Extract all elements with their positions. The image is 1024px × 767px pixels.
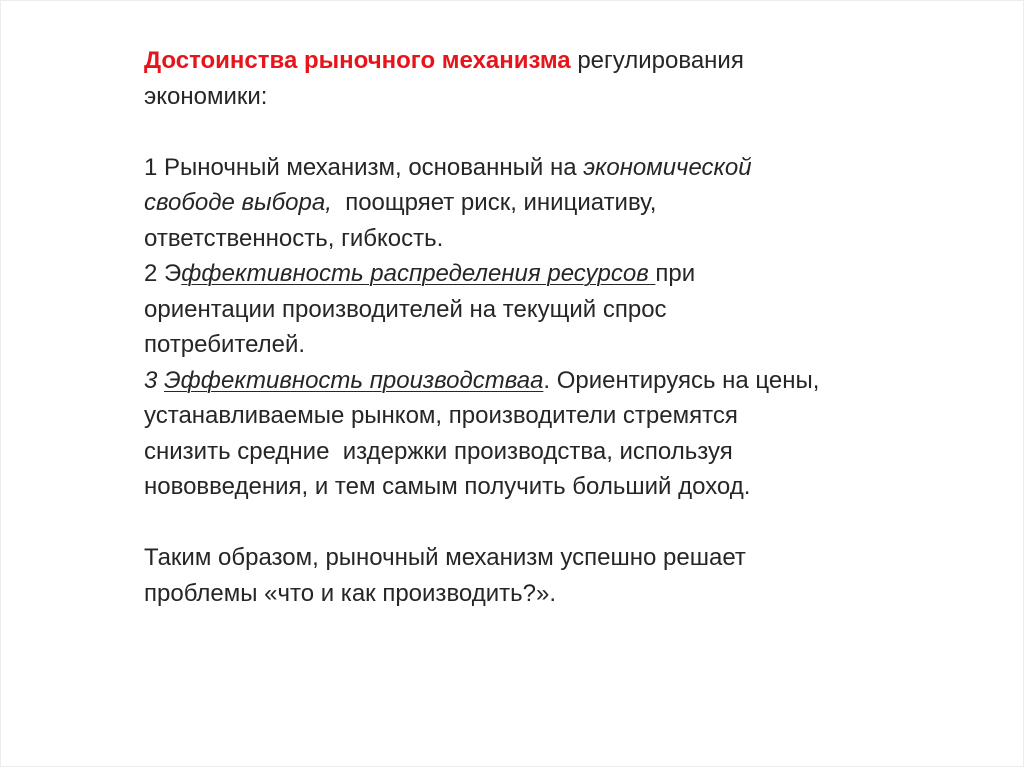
- item-2-rest: при: [655, 260, 696, 287]
- item-2-line-3: потребителей.: [144, 331, 306, 358]
- slide-body: [144, 43, 944, 611]
- spacer: [144, 114, 944, 150]
- item-2-line-2: ориентации производителей на текущий спрос: [144, 295, 667, 323]
- heading-line-2: экономики:: [144, 82, 268, 110]
- item-3-line-2: устанавливаемые рынком, производители стремятся: [144, 402, 738, 429]
- heading-rest: регулирования: [570, 47, 744, 74]
- item-3-emphasis: Эффективность производства: [164, 366, 531, 394]
- spacer: [144, 505, 944, 541]
- item-1-prefix: 1 Рыночный механизм, основанный на: [144, 153, 584, 181]
- item-1-line-3: ответственность, гибкость.: [144, 224, 444, 252]
- conclusion-line-1: Таким образом, рыночный механизм успешно решает: [144, 544, 746, 571]
- item-3-line-4: нововведения, и тем самым получить больший доход.: [144, 473, 751, 500]
- item-3-prefix: 3: [144, 366, 165, 394]
- item-2-emphasis: ффективность распределения ресурсов: [181, 260, 656, 287]
- item-1-emphasis: экономической: [583, 153, 752, 181]
- item-3-line-1: [144, 363, 944, 399]
- item-3-rest: . Ориентируясь на цены,: [543, 366, 820, 394]
- item-1-line-2: [144, 185, 944, 221]
- item-3-emphasis-tail: а: [530, 366, 544, 394]
- item-2-line-1: [144, 256, 944, 292]
- item-3-line-3: снизить средние издержки производства, используя: [144, 437, 733, 465]
- item-1-line-1: [144, 150, 944, 186]
- conclusion-line-2: проблемы «что и как производить?».: [144, 579, 557, 607]
- item-2-prefix: 2 Э: [144, 260, 182, 287]
- item-1-emphasis-cont: свободе выбора,: [144, 189, 332, 216]
- heading-highlight: Достоинства рыночного механизма: [144, 47, 571, 74]
- item-1-rest: поощряет риск, инициативу,: [331, 189, 657, 216]
- heading-line-1: [144, 43, 944, 79]
